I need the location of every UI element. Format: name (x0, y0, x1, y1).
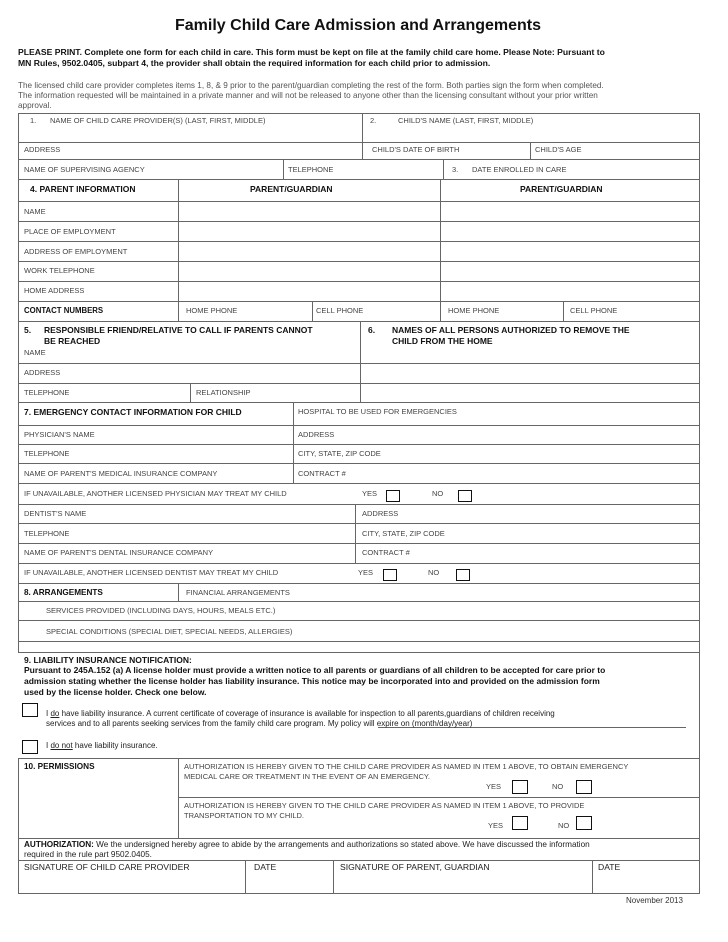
rule (18, 893, 700, 894)
responsible-friend-heading-2: BE REACHED (44, 336, 101, 346)
friend-address-label: ADDRESS (24, 368, 61, 377)
authorization-statement: AUTHORIZATION: We the undersigned hereby agree to abide by the arrangements and authorizations so stated above. We have discussed the information (24, 840, 590, 849)
authorized-persons-heading: NAMES OF ALL PERSONS AUTHORIZED TO REMOVE THE (392, 325, 630, 335)
rule (190, 383, 191, 402)
dentist-yes-label: YES (358, 568, 374, 577)
section-3-number: 3. (452, 165, 459, 174)
work-telephone-label: WORK TELEPHONE (24, 266, 95, 275)
provider-date-label: DATE (254, 862, 277, 872)
transport-authorization-text-2: TRANSPORTATION TO MY CHILD. (184, 811, 305, 820)
dental-contract-label: CONTRACT # (362, 548, 410, 557)
friend-name-label: NAME (24, 348, 46, 357)
rule (18, 601, 700, 602)
employment-address-label: ADDRESS OF EMPLOYMENT (24, 247, 128, 256)
parent-guardian-1-heading: PARENT/GUARDIAN (250, 184, 333, 194)
agency-telephone-label: TELEPHONE (288, 165, 334, 174)
parent-name-label: NAME (24, 207, 46, 216)
transport-no-label: NO (558, 821, 570, 830)
rule (18, 444, 700, 445)
transport-no-checkbox[interactable] (576, 816, 592, 830)
rule (333, 860, 334, 893)
provider-signature-label: SIGNATURE OF CHILD CARE PROVIDER (24, 862, 190, 872)
intro-line-2: MN Rules, 9502.0405, subpart 4, the provider shall obtain the required information for each child prior to admission. (18, 58, 491, 68)
rule (18, 241, 700, 242)
physician-telephone-label: TELEPHONE (24, 449, 70, 458)
rule (178, 179, 179, 321)
provider-name-label: NAME OF CHILD CARE PROVIDER(S) (LAST, FIRST, MIDDLE) (50, 116, 266, 125)
physician-name-label: PHYSICIAN'S NAME (24, 430, 95, 439)
medical-insurance-label: NAME OF PARENT'S MEDICAL INSURANCE COMPANY (24, 469, 218, 478)
rule (530, 142, 531, 159)
home-phone-1-label: HOME PHONE (186, 306, 238, 315)
dentist-telephone-label: TELEPHONE (24, 529, 70, 538)
address-label: ADDRESS (24, 145, 61, 154)
rule (592, 860, 593, 893)
rule (293, 402, 294, 483)
rule (18, 363, 700, 364)
rule (178, 583, 179, 601)
permissions-heading: 10. PERMISSIONS (24, 762, 95, 771)
rule (18, 620, 700, 621)
rule (699, 113, 700, 893)
rule (18, 483, 700, 484)
rule (18, 523, 700, 524)
no-insurance-label: I do not have liability insurance. (46, 741, 158, 750)
transport-yes-checkbox[interactable] (512, 816, 528, 830)
intro-note-2: The information requested will be maintained in a private manner and will not be released to anyone other than the licensing consultant without your prior written (18, 91, 598, 100)
rule (18, 641, 700, 642)
rule (18, 113, 700, 114)
form-date-footer: November 2013 (626, 896, 683, 905)
dental-insurance-label: NAME OF PARENT'S DENTAL INSURANCE COMPANY (24, 548, 214, 557)
emergency-contact-heading: 7. EMERGENCY CONTACT INFORMATION FOR CHILD (24, 407, 242, 417)
parent-guardian-2-heading: PARENT/GUARDIAN (520, 184, 603, 194)
rule (283, 159, 284, 179)
child-age-label: CHILD'S AGE (535, 145, 582, 154)
physician-yes-checkbox[interactable] (386, 490, 400, 502)
parent-date-label: DATE (598, 862, 621, 872)
rule (18, 504, 700, 505)
authorization-statement-2: required in the rule part 9502.0405. (24, 850, 152, 859)
section-1-number: 1. (30, 116, 37, 125)
parent-signature-label: SIGNATURE OF PARENT, GUARDIAN (340, 862, 490, 872)
contact-numbers-label: CONTACT NUMBERS (24, 306, 104, 315)
no-insurance-checkbox[interactable] (22, 740, 38, 754)
friend-telephone-label: TELEPHONE (24, 388, 70, 397)
has-insurance-label: I do have liability insurance. A current certificate of coverage of insurance is available for inspection to all parents,guardians of children receiving (46, 709, 555, 718)
place-of-employment-label: PLACE OF EMPLOYMENT (24, 227, 116, 236)
rule (18, 758, 19, 893)
rule (18, 425, 700, 426)
page-title: Family Child Care Admission and Arrangements (175, 17, 542, 34)
dentist-city-label: CITY, STATE, ZIP CODE (362, 529, 445, 538)
rule (245, 860, 246, 893)
liability-text-3: used by the license holder. Check one below. (24, 687, 207, 697)
medical-no-checkbox[interactable] (576, 780, 592, 794)
rule (18, 113, 19, 652)
rule (362, 113, 363, 159)
rule (18, 543, 700, 544)
responsible-friend-heading: RESPONSIBLE FRIEND/RELATIVE TO CALL IF PARENTS CANNOT (44, 325, 313, 335)
section-2-number: 2. (370, 116, 377, 125)
rule (178, 758, 179, 838)
intro-line-1: PLEASE PRINT. Complete one form for each child in care. This form must be kept on file at the family child care home. Please Note: Pursuant to (18, 47, 605, 57)
rule (18, 583, 700, 584)
parent-info-heading: 4. PARENT INFORMATION (30, 184, 136, 194)
dentist-yes-checkbox[interactable] (383, 569, 397, 581)
financial-arrangements-label: FINANCIAL ARRANGEMENTS (186, 588, 290, 597)
hospital-label: HOSPITAL TO BE USED FOR EMERGENCIES (298, 407, 457, 416)
intro-note-1: The licensed child care provider completes items 1, 8, & 9 prior to the parent/guardian completing the rest of the form. Both parties sign the form when completed. (18, 81, 604, 90)
medical-yes-label: YES (486, 782, 502, 791)
special-conditions-label: SPECIAL CONDITIONS (SPECIAL DIET, SPECIAL NEEDS, ALLERGIES) (46, 627, 293, 636)
medical-authorization-text: AUTHORIZATION IS HEREBY GIVEN TO THE CHILD CARE PROVIDER AS NAMED IN ITEM 1 ABOVE, TO OBTAIN EMERGENCY (184, 762, 629, 771)
liability-text-2: admission stating whether the license holder has liability insurance. This notice may be incorporated into and provided on the admission form (24, 676, 600, 686)
rule (18, 838, 700, 839)
liability-text-1: Pursuant to 245A.152 (a) A license holder must provide a written notice to all parents or guardians of all children to be accepted for care prior to (24, 665, 606, 675)
section-5-number: 5. (24, 325, 32, 335)
rule (18, 201, 700, 202)
rule (443, 159, 444, 179)
rule (18, 383, 700, 384)
rule (312, 301, 313, 321)
has-insurance-label-2: services and to all parents seeking services from the family child care program. My policy will expire on (month/day/year) (46, 719, 473, 728)
physician-yes-label: YES (362, 489, 378, 498)
date-enrolled-label: DATE ENROLLED IN CARE (472, 165, 567, 174)
dentist-no-label: NO (428, 568, 440, 577)
rule (18, 142, 700, 143)
cell-phone-1-label: CELL PHONE (316, 306, 364, 315)
transport-yes-label: YES (488, 821, 504, 830)
services-provided-label: SERVICES PROVIDED (INCLUDING DAYS, HOURS, MEALS ETC.) (46, 606, 276, 615)
physician-address-label: ADDRESS (298, 430, 335, 439)
rule (18, 758, 700, 759)
dentist-no-checkbox[interactable] (456, 569, 470, 581)
child-dob-label: CHILD'S DATE OF BIRTH (372, 145, 460, 154)
authorized-persons-heading-2: CHILD FROM THE HOME (392, 336, 493, 346)
rule (563, 301, 564, 321)
medical-yes-checkbox[interactable] (512, 780, 528, 794)
rule (18, 463, 700, 464)
has-insurance-checkbox[interactable] (22, 703, 38, 717)
rule (355, 504, 356, 563)
medical-no-label: NO (552, 782, 564, 791)
dentist-unavailable-label: IF UNAVAILABLE, ANOTHER LICENSED DENTIST MAY TREAT MY CHILD (24, 568, 279, 577)
rule (18, 261, 700, 262)
rule (18, 221, 700, 222)
rule (18, 321, 700, 322)
transport-authorization-text: AUTHORIZATION IS HEREBY GIVEN TO THE CHILD CARE PROVIDER AS NAMED IN ITEM 1 ABOVE, TO PROVIDE (184, 801, 585, 810)
arrangements-heading: 8. ARRANGEMENTS (24, 588, 103, 597)
rule (18, 301, 700, 302)
rule (18, 159, 700, 160)
supervising-agency-label: NAME OF SUPERVISING AGENCY (24, 165, 145, 174)
home-phone-2-label: HOME PHONE (448, 306, 500, 315)
cell-phone-2-label: CELL PHONE (570, 306, 618, 315)
physician-unavailable-label: IF UNAVAILABLE, ANOTHER LICENSED PHYSICIAN MAY TREAT MY CHILD (24, 489, 287, 498)
section-6-number: 6. (368, 325, 376, 335)
liability-heading: 9. LIABILITY INSURANCE NOTIFICATION: (24, 655, 192, 665)
friend-relationship-label: RELATIONSHIP (196, 388, 251, 397)
physician-city-label: CITY, STATE, ZIP CODE (298, 449, 381, 458)
physician-no-label: NO (432, 489, 444, 498)
rule (18, 402, 700, 403)
rule (18, 860, 700, 861)
child-name-label: CHILD'S NAME (LAST, FIRST, MIDDLE) (398, 116, 534, 125)
dentist-address-label: ADDRESS (362, 509, 399, 518)
rule (18, 652, 700, 653)
rule (178, 797, 700, 798)
medical-contract-label: CONTRACT # (298, 469, 346, 478)
medical-authorization-text-2: MEDICAL CARE OR TREATMENT IN THE EVENT OF AN EMERGENCY. (184, 772, 431, 781)
physician-no-checkbox[interactable] (458, 490, 472, 502)
rule (360, 321, 361, 402)
rule (18, 179, 700, 180)
intro-note-3: approval. (18, 101, 52, 110)
rule (18, 563, 700, 564)
rule (18, 281, 700, 282)
home-address-label: HOME ADDRESS (24, 286, 85, 295)
dentist-name-label: DENTIST'S NAME (24, 509, 87, 518)
rule (440, 179, 441, 321)
